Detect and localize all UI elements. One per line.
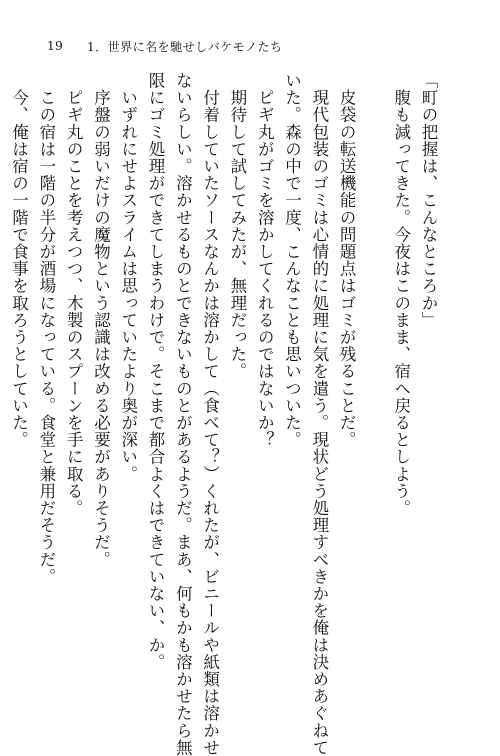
paragraph-line: 付着していたソースなんかは溶かして（食べて？）くれたが、ビニールや紙類は溶かせ (200, 72, 220, 756)
page-number: 19 (47, 39, 64, 53)
paragraph-line: いた。森の中で一度、こんなことも思いついた。 (282, 72, 302, 449)
paragraph-line (360, 72, 387, 674)
paragraph-line: ないらしい。溶かせるものとできないものとがあるようだ。まあ、何もかも溶かせたら無 (173, 72, 193, 756)
paragraph-line: 腹も減ってきた。今夜はこのまま、宿へ戻るとしよう。 (391, 72, 411, 517)
paragraph-line: 「町の把握は、こんなところか」 (419, 72, 438, 329)
paragraph-line: 限にゴミ処理ができてしまうわけで。そこまで都合よくはできていない、か。 (146, 72, 166, 671)
paragraph-line: 現代包装のゴミは心情的に処理に気を遣う。現状どう処理すべきかを俺は決めあぐねて (309, 72, 329, 756)
body-text (5, 72, 442, 756)
paragraph-line: いずれにせよスライムは思っていたより奥が深い。 (118, 72, 138, 483)
paragraph-line: ピギ丸がゴミを溶かしてくれるのではないか？ (255, 72, 275, 449)
paragraph-line: 皮袋の転送機能の問題点はゴミが残ることだ。 (337, 72, 357, 449)
page-header (47, 36, 283, 56)
paragraph-line: 期待して試してみたが、無理だった。 (227, 72, 247, 380)
paragraph-line: 序盤の弱いだけの魔物という認識は改める必要がありそうだ。 (91, 72, 111, 568)
running-title: 1．世界に名を馳せしバケモノたち (87, 39, 283, 54)
paragraph-line: この宿は一階の半分が酒場になっている。食堂と兼用だそうだ。 (36, 72, 56, 585)
paragraph-line: ピギ丸のことを考えつつ、木製のスプーンを手に取る。 (64, 72, 84, 517)
paragraph-line: 今、俺は宿の一階で食事を取ろうとしていた。 (9, 72, 29, 449)
